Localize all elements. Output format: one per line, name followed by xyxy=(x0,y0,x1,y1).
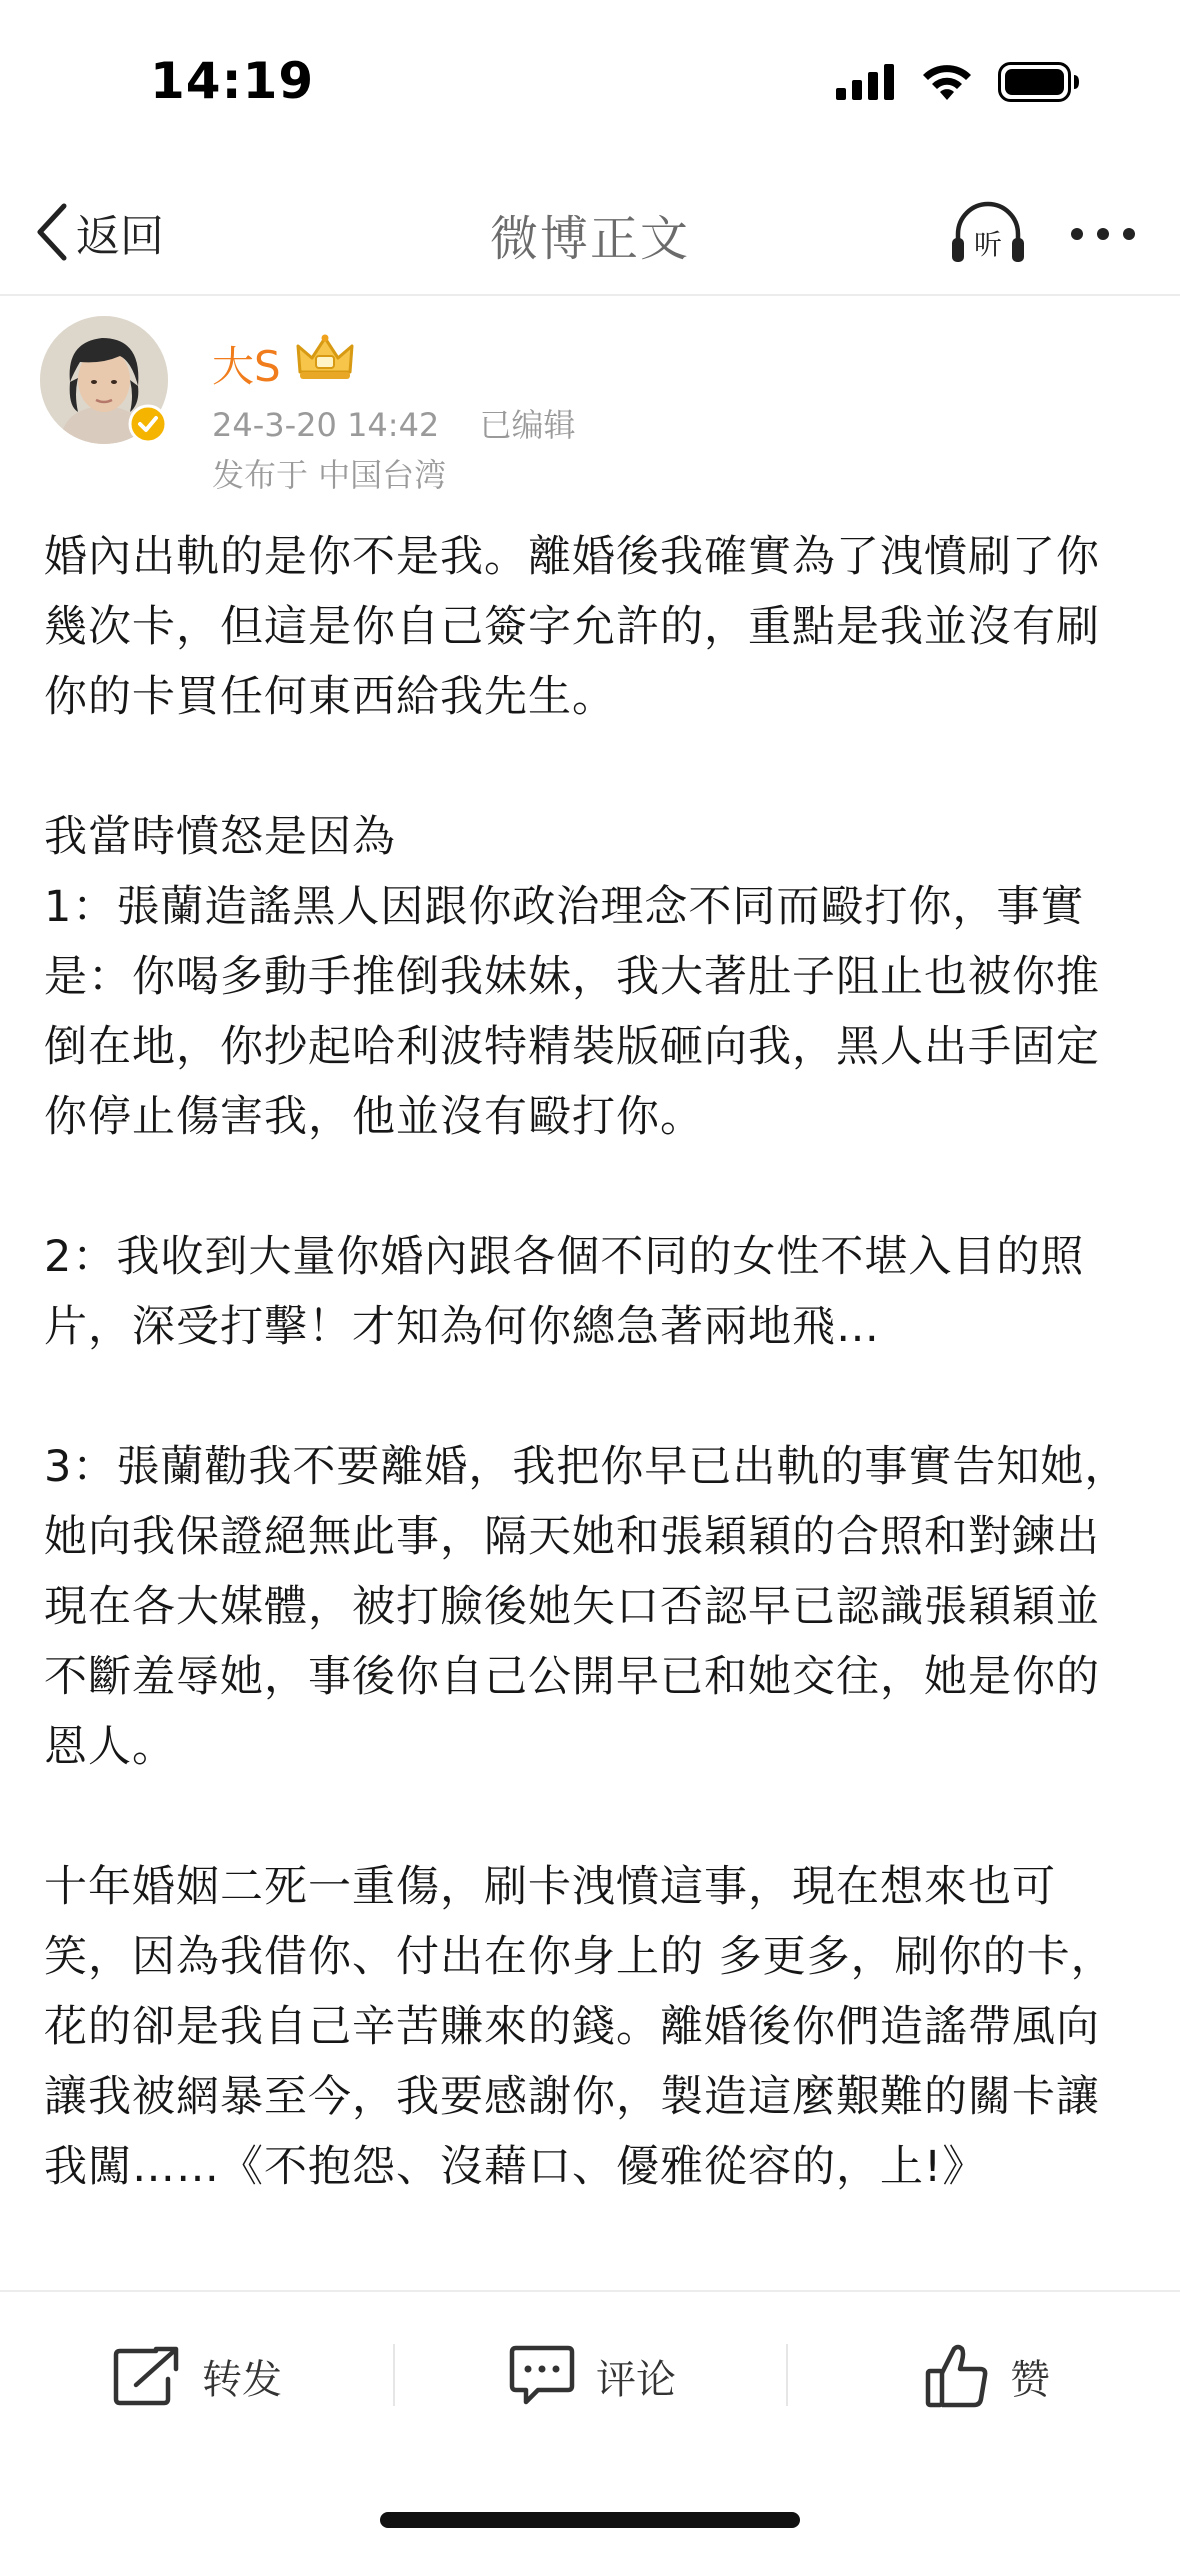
like-label: 赞 xyxy=(1010,2356,1050,2403)
post-paragraph: 3：張蘭勸我不要離婚，我把你早已出軌的事實告知她，她向我保證絕無此事，隔天她和張穎穎的合照和對鍊出現在各大媒體，被打臉後她矢口否認早已認識張穎穎並不斷羞辱她，事後你自己公開早已和她交往，她是你的恩人。 xyxy=(44,1442,1129,1772)
status-bar xyxy=(0,0,1180,170)
action-divider xyxy=(393,2344,395,2406)
comment-button[interactable] xyxy=(508,2338,676,2414)
like-button[interactable] xyxy=(924,2338,1050,2414)
page-title: 微博正文 xyxy=(489,211,690,267)
post-timestamp: 24-3-20 14:42 xyxy=(212,406,440,444)
nav-bar xyxy=(0,170,1180,296)
status-time: 14:19 xyxy=(150,52,315,110)
author-name[interactable]: 大S xyxy=(212,342,281,391)
comment-label: 评论 xyxy=(596,2356,676,2403)
more-icon[interactable] xyxy=(1068,214,1138,254)
home-indicator[interactable] xyxy=(380,2512,800,2528)
wifi-icon xyxy=(920,62,974,102)
post-paragraph: 1：張蘭造謠黑人因跟你政治理念不同而毆打你，事實是：你喝多動手推倒我妹妹，我大著肚子阻止也被你推倒在地，你抄起哈利波特精裝版砸向我，黑人出手固定你停止傷害我，他並沒有毆打你。 xyxy=(44,882,1100,1142)
action-divider xyxy=(786,2344,788,2406)
thumbs-up-icon xyxy=(924,2343,990,2409)
action-bar xyxy=(0,2290,1180,2458)
comment-icon xyxy=(508,2344,576,2408)
post-meta xyxy=(212,400,575,446)
listen-label: 听 xyxy=(973,228,1003,261)
verified-badge-icon xyxy=(128,404,168,444)
headphones-icon[interactable] xyxy=(950,200,1026,266)
repost-button[interactable] xyxy=(112,2338,282,2414)
post-paragraph: 婚內出軌的是你不是我。離婚後我確實為了洩憤刷了你幾次卡，但這是你自己簽字允許的，重點是我並沒有刷你的卡買任何東西給我先生。 xyxy=(44,532,1100,722)
post-paragraph: 2：我收到大量你婚內跟各個不同的女性不堪入目的照片，深受打擊！才知為何你總急著兩地飛… xyxy=(44,1232,1085,1352)
status-icons xyxy=(836,62,1080,102)
battery-icon xyxy=(998,62,1080,102)
repost-label: 转发 xyxy=(202,2356,282,2403)
vip-crown-icon[interactable] xyxy=(294,332,356,382)
post-body xyxy=(44,522,1140,2272)
post-location: 发布于 中国台湾 xyxy=(212,456,447,494)
repost-icon xyxy=(112,2345,182,2407)
post-paragraph: 我當時憤怒是因為 xyxy=(44,812,396,862)
post-paragraph: 十年婚姻二死一重傷，刷卡洩憤這事，現在想來也可笑，因為我借你、付出在你身上的 多更多，刷你的卡，花的卻是我自己辛苦賺來的錢。離婚後你們造謠帶風向讓我被網暴至今，我要感謝你，製造這麼艱難的關卡讓我闖……《不抱怨、沒藉口、優雅從容的，上!》 xyxy=(44,1862,1115,2192)
author-header xyxy=(0,296,1180,506)
cellular-signal-icon xyxy=(836,64,896,100)
back-label: 返回 xyxy=(76,211,164,262)
edited-label[interactable]: 已编辑 xyxy=(479,406,576,444)
